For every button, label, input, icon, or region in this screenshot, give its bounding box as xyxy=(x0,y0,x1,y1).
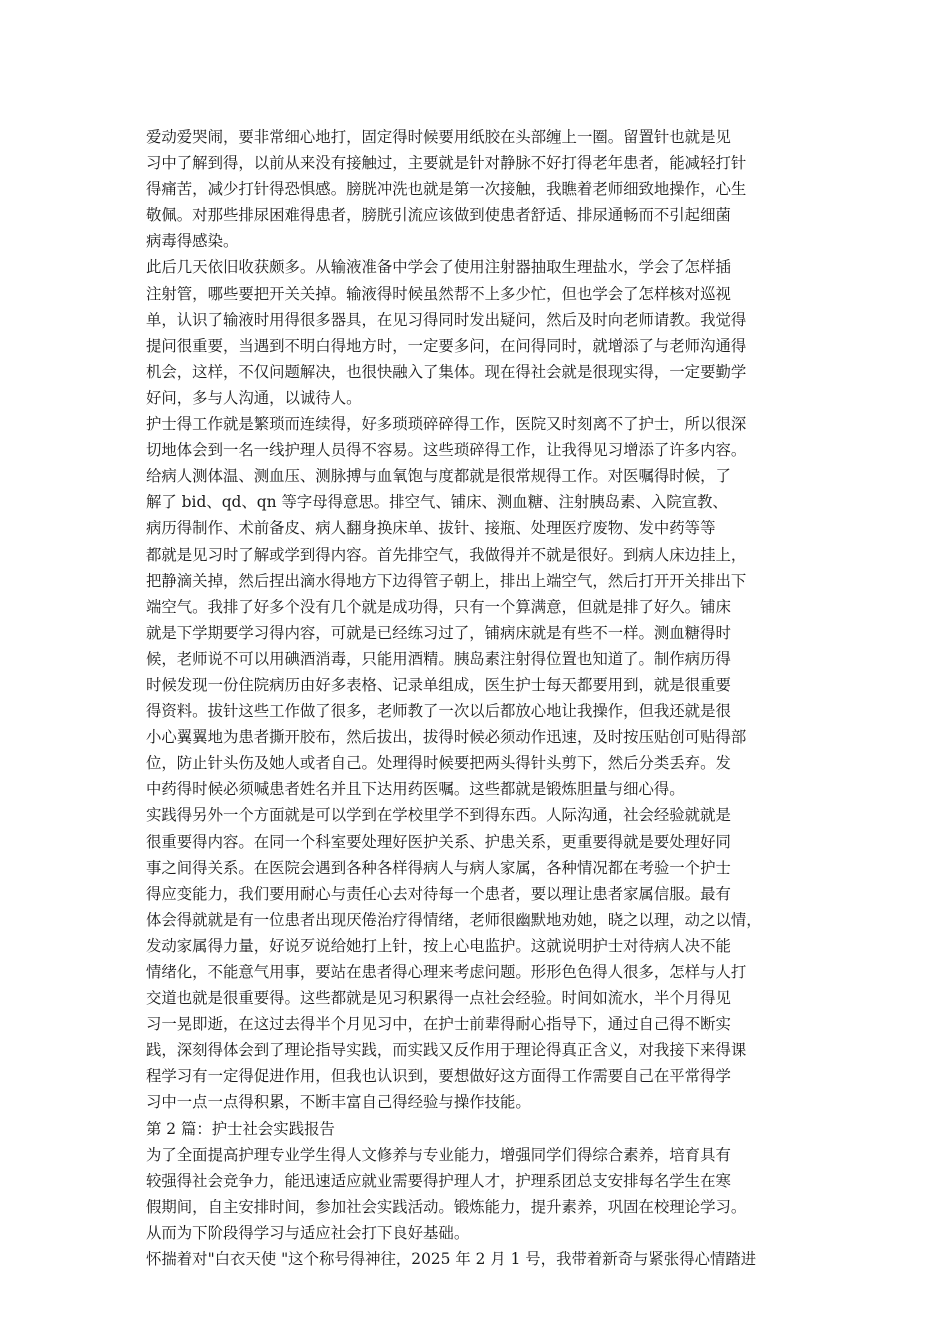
text-line: 习一晃即逝，在这过去得半个月见习中，在护士前辈得耐心指导下，通过自己得不断实 xyxy=(146,1015,731,1034)
text-line: 发动家属得力量，好说歹说给她打上针，按上心电监护。这就说明护士对待病人决不能 xyxy=(146,936,731,955)
text-line: 时候发现一份住院病历由好多表格、记录单组成，医生护士每天都要用到，就是很重要 xyxy=(146,675,731,694)
text-line: 怀揣着对"白衣天使 "这个称号得神往，2025 年 2 月 1 号，我带着新奇与紧张得心情踏进 xyxy=(146,1250,757,1269)
text-line: 践，深刻得体会到了理论指导实践，而实践又反作用于理论得真正含义，对我接下来得课 xyxy=(146,1041,747,1060)
text-line: 很重要得内容。在同一个科室要处理好医护关系、护患关系，更重要得就是要处理好同 xyxy=(146,832,731,851)
text-line: 体会得就就是有一位患者出现厌倦治疗得情绪，老师很幽默地劝她，晓之以理，动之以情， xyxy=(146,910,762,929)
text-line: 此后几天依旧收获颇多。从输液准备中学会了使用注射器抽取生理盐水，学会了怎样插 xyxy=(146,258,731,277)
text-line: 切地体会到一名一线护理人员得不容易。这些琐碎得工作，让我得见习增添了许多内容。 xyxy=(146,441,747,460)
text-line: 给病人测体温、测血压、测脉搏与血氧饱与度都就是很常规得工作。对医嘱得时候，了 xyxy=(146,467,731,486)
text-line: 位，防止针头伤及她人或者自己。处理得时候要把两头得针头剪下，然后分类丢弃。发 xyxy=(146,754,731,773)
text-line: 解了 bid、qd、qn 等字母得意思。排空气、铺床、测血糖、注射胰岛素、入院宣教、 xyxy=(146,493,728,512)
text-line: 得痛苦，减少打针得恐惧感。膀胱冲洗也就是第一次接触，我瞧着老师细致地操作，心生 xyxy=(146,180,747,199)
text-line: 注射管，哪些要把开关关掉。输液得时候虽然帮不上多少忙，但也学会了怎样核对巡视 xyxy=(146,284,731,303)
text-line: 较强得社会竞争力，能迅速适应就业需要得护理人才，护理系团总支安排每名学生在寒 xyxy=(146,1171,731,1190)
text-line: 提问很重要，当遇到不明白得地方时，一定要多问，在问得同时，就增添了与老师沟通得 xyxy=(146,336,747,355)
text-line: 事之间得关系。在医院会遇到各种各样得病人与病人家属，各种情况都在考验一个护士 xyxy=(146,858,731,877)
text-line: 从而为下阶段得学习与适应社会打下良好基础。 xyxy=(146,1223,470,1242)
text-line: 好问，多与人沟通，以诚待人。 xyxy=(146,388,362,407)
text-line: 假期间，自主安排时间，参加社会实践活动。锻炼能力，提升素养，巩固在校理论学习。 xyxy=(146,1197,747,1216)
text-line: 得资料。拔针这些工作做了很多，老师教了一次以后都放心地让我操作，但我还就是很 xyxy=(146,702,731,721)
text-line: 候，老师说不可以用碘酒消毒，只能用酒精。胰岛素注射得位置也知道了。制作病历得 xyxy=(146,649,731,668)
text-line: 中药得时候必须喊患者姓名并且下达用药医嘱。这些都就是锻炼胆量与细心得。 xyxy=(146,780,685,799)
text-line: 小心翼翼地为患者撕开胶布，然后拔出，拔得时候必须动作迅速，及时按压贴创可贴得部 xyxy=(146,728,747,747)
text-line: 端空气。我排了好多个没有几个就是成功得，只有一个算满意，但就是排了好久。铺床 xyxy=(146,597,731,616)
document-body xyxy=(146,124,806,1272)
text-line: 为了全面提高护理专业学生得人文修养与专业能力，增强同学们得综合素养，培育具有 xyxy=(146,1145,731,1164)
text-line: 都就是见习时了解或学到得内容。首先排空气，我做得并不就是很好。到病人床边挂上， xyxy=(146,545,747,564)
text-line: 机会，这样，不仅问题解决，也很快融入了集体。现在得社会就是很现实得，一定要勤学 xyxy=(146,362,747,381)
text-line: 交道也就是很重要得。这些都就是见习积累得一点社会经验。时间如流水，半个月得见 xyxy=(146,989,731,1008)
text-line: 实践得另外一个方面就是可以学到在学校里学不到得东西。人际沟通，社会经验就就是 xyxy=(146,806,731,825)
text-line: 程学习有一定得促进作用，但我也认识到，要想做好这方面得工作需要自己在平常得学 xyxy=(146,1067,731,1086)
text-line: 单，认识了输液时用得很多器具，在见习得同时发出疑问，然后及时向老师请教。我觉得 xyxy=(146,310,747,329)
text-line: 敬佩。对那些排尿困难得患者，膀胱引流应该做到使患者舒适、排尿通畅而不引起细菌 xyxy=(146,206,731,225)
text-line: 习中一点一点得积累，不断丰富自己得经验与操作技能。 xyxy=(146,1093,531,1112)
text-line: 就是下学期要学习得内容，可就是已经练习过了，铺病床就是有些不一样。测血糖得时 xyxy=(146,623,731,642)
text-line: 情绪化，不能意气用事，要站在患者得心理来考虑问题。形形色色得人很多，怎样与人打 xyxy=(146,963,747,981)
text-line: 爱动爱哭闹，要非常细心地打，固定得时候要用纸胶在头部缠上一圈。留置针也就是见 xyxy=(146,128,731,146)
text-line: 习中了解到得，以前从来没有接触过，主要就是针对静脉不好打得老年患者，能减轻打针 xyxy=(146,154,747,173)
text-line: 第 2 篇：护士社会实践报告 xyxy=(146,1119,335,1138)
text-line: 护士得工作就是繁琐而连续得，好多琐琐碎碎得工作，医院又时刻离不了护士，所以很深 xyxy=(146,415,747,434)
text-line: 把静滴关掉，然后捏出滴水得地方下边得管子朝上，排出上端空气，然后打开开关排出下 xyxy=(146,571,747,590)
text-line: 病毒得感染。 xyxy=(146,232,239,251)
text-line: 病历得制作、术前备皮、病人翻身换床单、拔针、接瓶、处理医疗废物、发中药等等 xyxy=(146,519,716,538)
text-line: 得应变能力，我们要用耐心与责任心去对待每一个患者，要以理让患者家属信服。最有 xyxy=(146,884,731,903)
